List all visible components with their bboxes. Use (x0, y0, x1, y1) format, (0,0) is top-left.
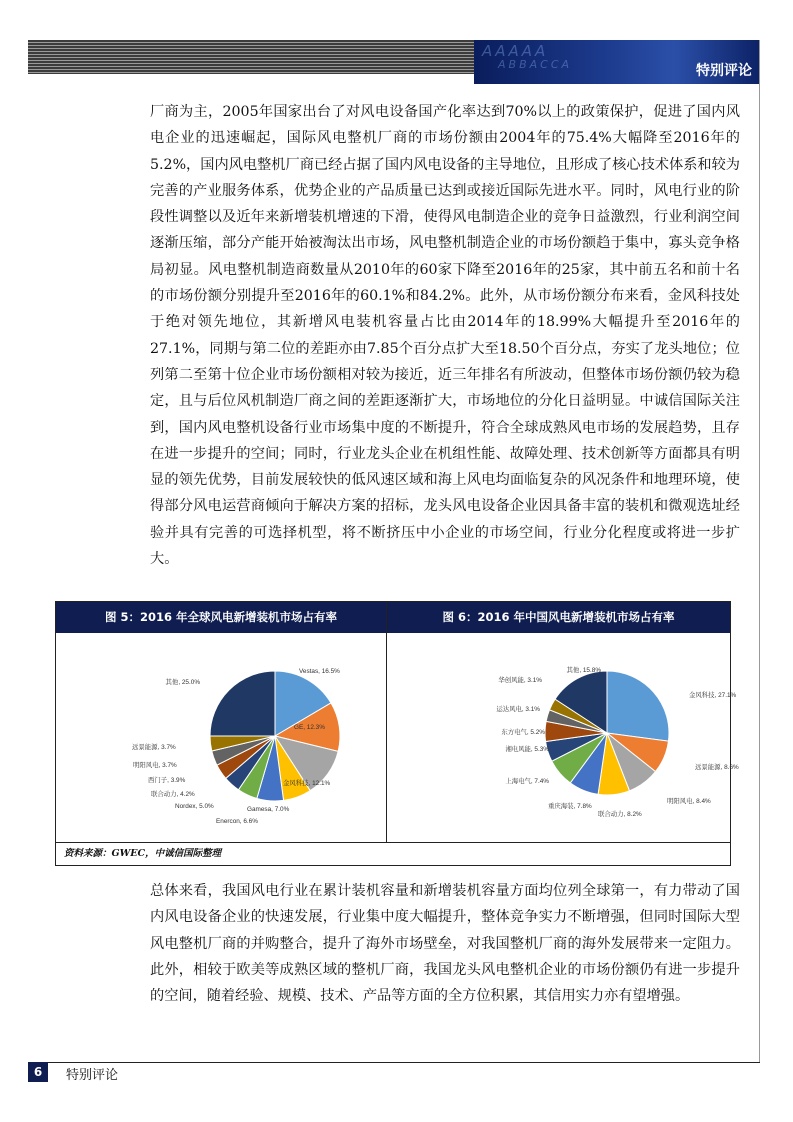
body-paragraph-1: 厂商为主，2005年国家出台了对风电设备国产化率达到70%以上的政策保护，促进了国内风电企业的迅速崛起，国际风电整机厂商的市场份额由2004年的75.4%大幅降至2016年的5.2%，国内风电整机厂商已经占据了国内风电设备的主导地位，且形成了核心技术体系和较为完善的产业服务体系，优势企业的产品质量已达到或接近国际先进水平。同时，风电行业的阶段性调整以及近年来新增装机增速的下滑，使得风电制造企业的竞争日益激烈，行业利润空间逐渐压缩，部分产能开始被淘汰出市场，风电整机制造企业的市场份额趋于集中，寡头竞争格局初显。风电整机制造商数量从2010年的60家下降至2016年的25家，其中前五名和前十名的市场份额分别提升至2016年的60.1%和84.2%。此外，从市场份额分布来看，金风科技处于绝对领先地位，其新增风电装机容量占比由2014年的18.99%大幅提升至2016年的27.1%，同期与第二位的差距亦由7.85个百分点扩大至18.50个百分点，夯实了龙头地位；位列第二至第十位企业市场份额相对较为接近，近三年排名有所波动，但整体市场份额仍较为稳定，且与后位风机制造厂商之间的差距逐渐扩大，市场地位的分化日益明显。中诚信国际关注到，国内风电整机设备行业市场集中度的不断提升，符合全球成熟风电市场的发展趋势，且存在进一步提升的空间；同时，行业龙头企业在机组性能、故障处理、技术创新等方面都具有明显的领先优势，目前发展较快的低风速区域和海上风电均面临复杂的风况条件和地理环境，使得部分风电运营商倾向于解决方案的招标，龙头风电设备企业因具备丰富的装机和微观选址经验并具有完善的可选择机型，将不断挤压中小企业的市场空间，行业分化程度或将进一步扩大。 (150, 104, 740, 568)
pie-label: 西门子, 3.9% (148, 777, 186, 784)
pie-label: 金风科技, 27.1% (689, 692, 737, 699)
pie-label: 华创风能, 3.1% (498, 677, 542, 684)
pie-slice (607, 671, 669, 741)
footer-rule (28, 1062, 760, 1063)
pie-label: 金风科技, 12.1% (283, 780, 331, 787)
pie-label: 其他, 15.8% (566, 667, 601, 674)
footer-title: 特别评论 (66, 1068, 119, 1083)
pie-label: GE, 12.3% (294, 724, 325, 731)
pie-label: Gamesa, 7.0% (247, 806, 290, 813)
header-stripe (28, 40, 474, 74)
pie-label: 上海电气, 7.4% (505, 778, 549, 785)
pie-label: 远景能源, 3.7% (132, 744, 176, 751)
pie-label: 运达风电, 3.1% (496, 706, 540, 713)
body-paragraph-2: 总体来看，我国风电行业在累计装机容量和新增装机容量方面均位列全球第一，有力带动了国内风电设备企业的快速发展，行业集中度大幅提升，整体竞争实力不断增强，但同时国际大型风电整机厂商的并购整合，提升了海外市场壁垒，对我国整机厂商的海外发展带来一定阻力。此外，相较于欧美等成熟区域的整机厂商，我国龙头风电整机企业的市场份额仍有进一步提升的空间，随着经验、规模、技术、产品等方面的全方位积累，其信用实力亦有望增强。 (150, 883, 740, 1005)
figure-panel (55, 601, 739, 866)
header-pattern-2: ABBACCA (498, 58, 573, 71)
figure-6-caption: 图 6：2016 年中国风电新增装机市场占有率 (387, 602, 730, 633)
figure-5-caption: 图 5：2016 年全球风电新增装机市场占有率 (56, 602, 386, 633)
pie-label: Nordex, 5.0% (175, 803, 214, 810)
figure-source: 资料来源：GWEC，中诚信国际整理 (56, 842, 730, 865)
global-market-share-pie (56, 633, 386, 842)
pie-label: 联合动力, 4.2% (151, 791, 195, 798)
pie-label: 明阳风电, 3.7% (133, 762, 177, 769)
pie-slice (210, 671, 275, 736)
pie-label: 远景能源, 8.6% (695, 764, 739, 771)
header-banner (474, 40, 760, 84)
pie-label: 重庆海装, 7.8% (548, 803, 592, 810)
right-border (759, 40, 760, 1063)
pie-label: 东方电气, 5.2% (501, 729, 545, 736)
china-market-share-pie (387, 633, 739, 842)
pie-label: 其他, 25.0% (165, 679, 200, 686)
header-pattern: AAAAA (482, 42, 549, 60)
pie-label: Vestas, 16.5% (299, 668, 340, 675)
pie-label: 湘电风能, 5.3% (505, 746, 549, 753)
pie-label: Enercon, 6.6% (216, 818, 258, 825)
pie-label: 联合动力, 8.2% (598, 811, 642, 818)
pie-label: 明阳风电, 8.4% (667, 798, 711, 805)
header-title: 特别评论 (696, 63, 752, 79)
page-number: 6 (28, 1062, 48, 1082)
